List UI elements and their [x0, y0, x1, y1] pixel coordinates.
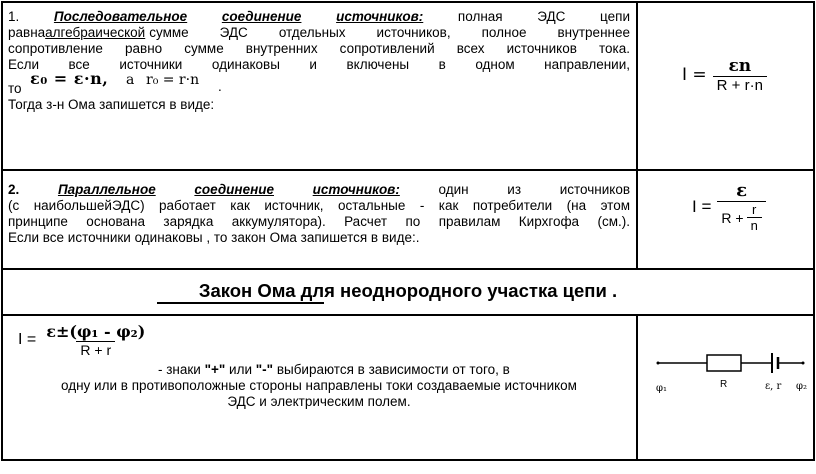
- node-right: [802, 362, 805, 365]
- plus-sign: "+": [204, 362, 226, 377]
- row4-text-c: выбираются в зависимости от того, в: [273, 362, 510, 377]
- row2-line4: Если все источники одинаковы , то закон Ома запишется в виде:.: [8, 230, 420, 245]
- row2-line1: [8, 182, 630, 198]
- row4-formula-denominator: R + r: [76, 341, 115, 358]
- row1-line1-tail-a: полная ЭДС: [457, 9, 566, 24]
- row2-formula-denominator: [717, 201, 765, 233]
- row4-formula-fraction: [42, 322, 149, 358]
- row4-formula-numerator: ε±(φ₁ - φ₂): [46, 322, 146, 341]
- row4-line1: [8, 362, 630, 378]
- row1-period: .: [218, 79, 222, 94]
- row4-line3: ЭДС и электрическим полем.: [227, 394, 411, 409]
- row1-inline-formula-and: а: [126, 72, 135, 88]
- label-resistor: R: [720, 379, 728, 390]
- row1-number: 1.: [8, 9, 20, 24]
- resistor-symbol: [707, 355, 741, 371]
- label-phi1: φ₁: [656, 383, 668, 394]
- row-divider-3: [1, 314, 815, 316]
- row1-heading-word2: соединение: [221, 9, 302, 24]
- row2-heading-word2: соединение: [194, 182, 274, 197]
- row1-line1-tail-b: цепи: [600, 9, 630, 24]
- row2-line1-tail: один из источников: [438, 182, 630, 197]
- row4-line2: одну или в противоположные стороны направлены токи создаваемые источником: [61, 378, 577, 393]
- col-divider-row2: [636, 169, 638, 269]
- minus-sign: "-": [255, 362, 274, 377]
- row1-ohm-formula: [682, 56, 767, 94]
- row4-formula: [18, 322, 149, 358]
- row1-line6: Тогда з-н Ома запишется в виде:: [8, 97, 215, 112]
- row2-formula-sub-fraction: [747, 202, 762, 233]
- row2-line2: (с наибольшейЭДС) работает как источник, остальные - как потребители (на этом: [8, 198, 630, 213]
- row2-line3: принципе основана зарядка аккумулятора). Расчет по правилам Кирхгофа (см.).: [8, 214, 630, 229]
- row2-ohm-formula: [692, 180, 766, 233]
- circuit-diagram: [648, 335, 810, 405]
- col-divider-row1: [636, 1, 638, 171]
- row1-heading-word3: источников:: [336, 9, 424, 24]
- row1-to-word: то: [8, 81, 22, 96]
- row1-formula-numerator: εn: [728, 56, 752, 76]
- row2-formula-lhs: I =: [692, 196, 712, 216]
- row4-text-b: или: [225, 362, 256, 377]
- row1-heading-word1: Последовательное: [53, 9, 188, 24]
- row4-formula-lhs: I =: [18, 331, 37, 348]
- algebraic-link[interactable]: алгебраической: [45, 25, 146, 40]
- section-title: Закон Ома для неоднородного участка цепи .: [198, 280, 618, 301]
- row1-formula-denominator: R + r·n: [713, 76, 767, 94]
- node-left: [657, 362, 660, 365]
- label-source: ε, r: [765, 381, 782, 392]
- row1-line2: [8, 25, 630, 41]
- row2-number: 2.: [8, 182, 20, 197]
- row1-formula-fraction: [713, 56, 767, 94]
- row1-line2-a: равна: [8, 25, 46, 40]
- row1-line4: Если все источники одинаковы и включены в одном направлении,: [8, 57, 630, 72]
- label-phi2: φ₂: [796, 381, 808, 392]
- row1-line3: сопротивление равно сумме внутренних сопротивлений всех источников тока.: [8, 41, 630, 56]
- row2-heading-word1: Параллельное: [57, 182, 156, 197]
- row2-formula-den-a: R +: [721, 209, 744, 226]
- row2-formula-sub-num: r: [752, 202, 757, 217]
- row2-heading-word3: источников:: [312, 182, 400, 197]
- row1-text-block: [8, 9, 630, 113]
- row2-formula-sub-den: n: [747, 217, 762, 233]
- row4-text-block: [8, 362, 630, 410]
- row1-formula-lhs: I =: [682, 65, 707, 85]
- row2-text-block: [8, 182, 630, 246]
- row1-line5: [8, 69, 630, 97]
- row1-inline-formula-a: ε₀ = ε·n,: [30, 69, 109, 88]
- row-divider-1: [1, 169, 815, 171]
- row1-inline-formula-b: r₀ = r·n: [146, 72, 200, 88]
- row2-formula-fraction: [717, 180, 765, 233]
- col-divider-row4: [636, 314, 638, 461]
- row1-line2-b: сумме ЭДС отдельных источников, полное внутреннее: [149, 25, 630, 40]
- row4-text-a: - знаки: [158, 362, 205, 377]
- row2-formula-numerator: ε: [736, 180, 748, 201]
- row-divider-2: [1, 268, 815, 270]
- section-title-underline: [157, 302, 324, 304]
- row1-line1: [8, 9, 630, 25]
